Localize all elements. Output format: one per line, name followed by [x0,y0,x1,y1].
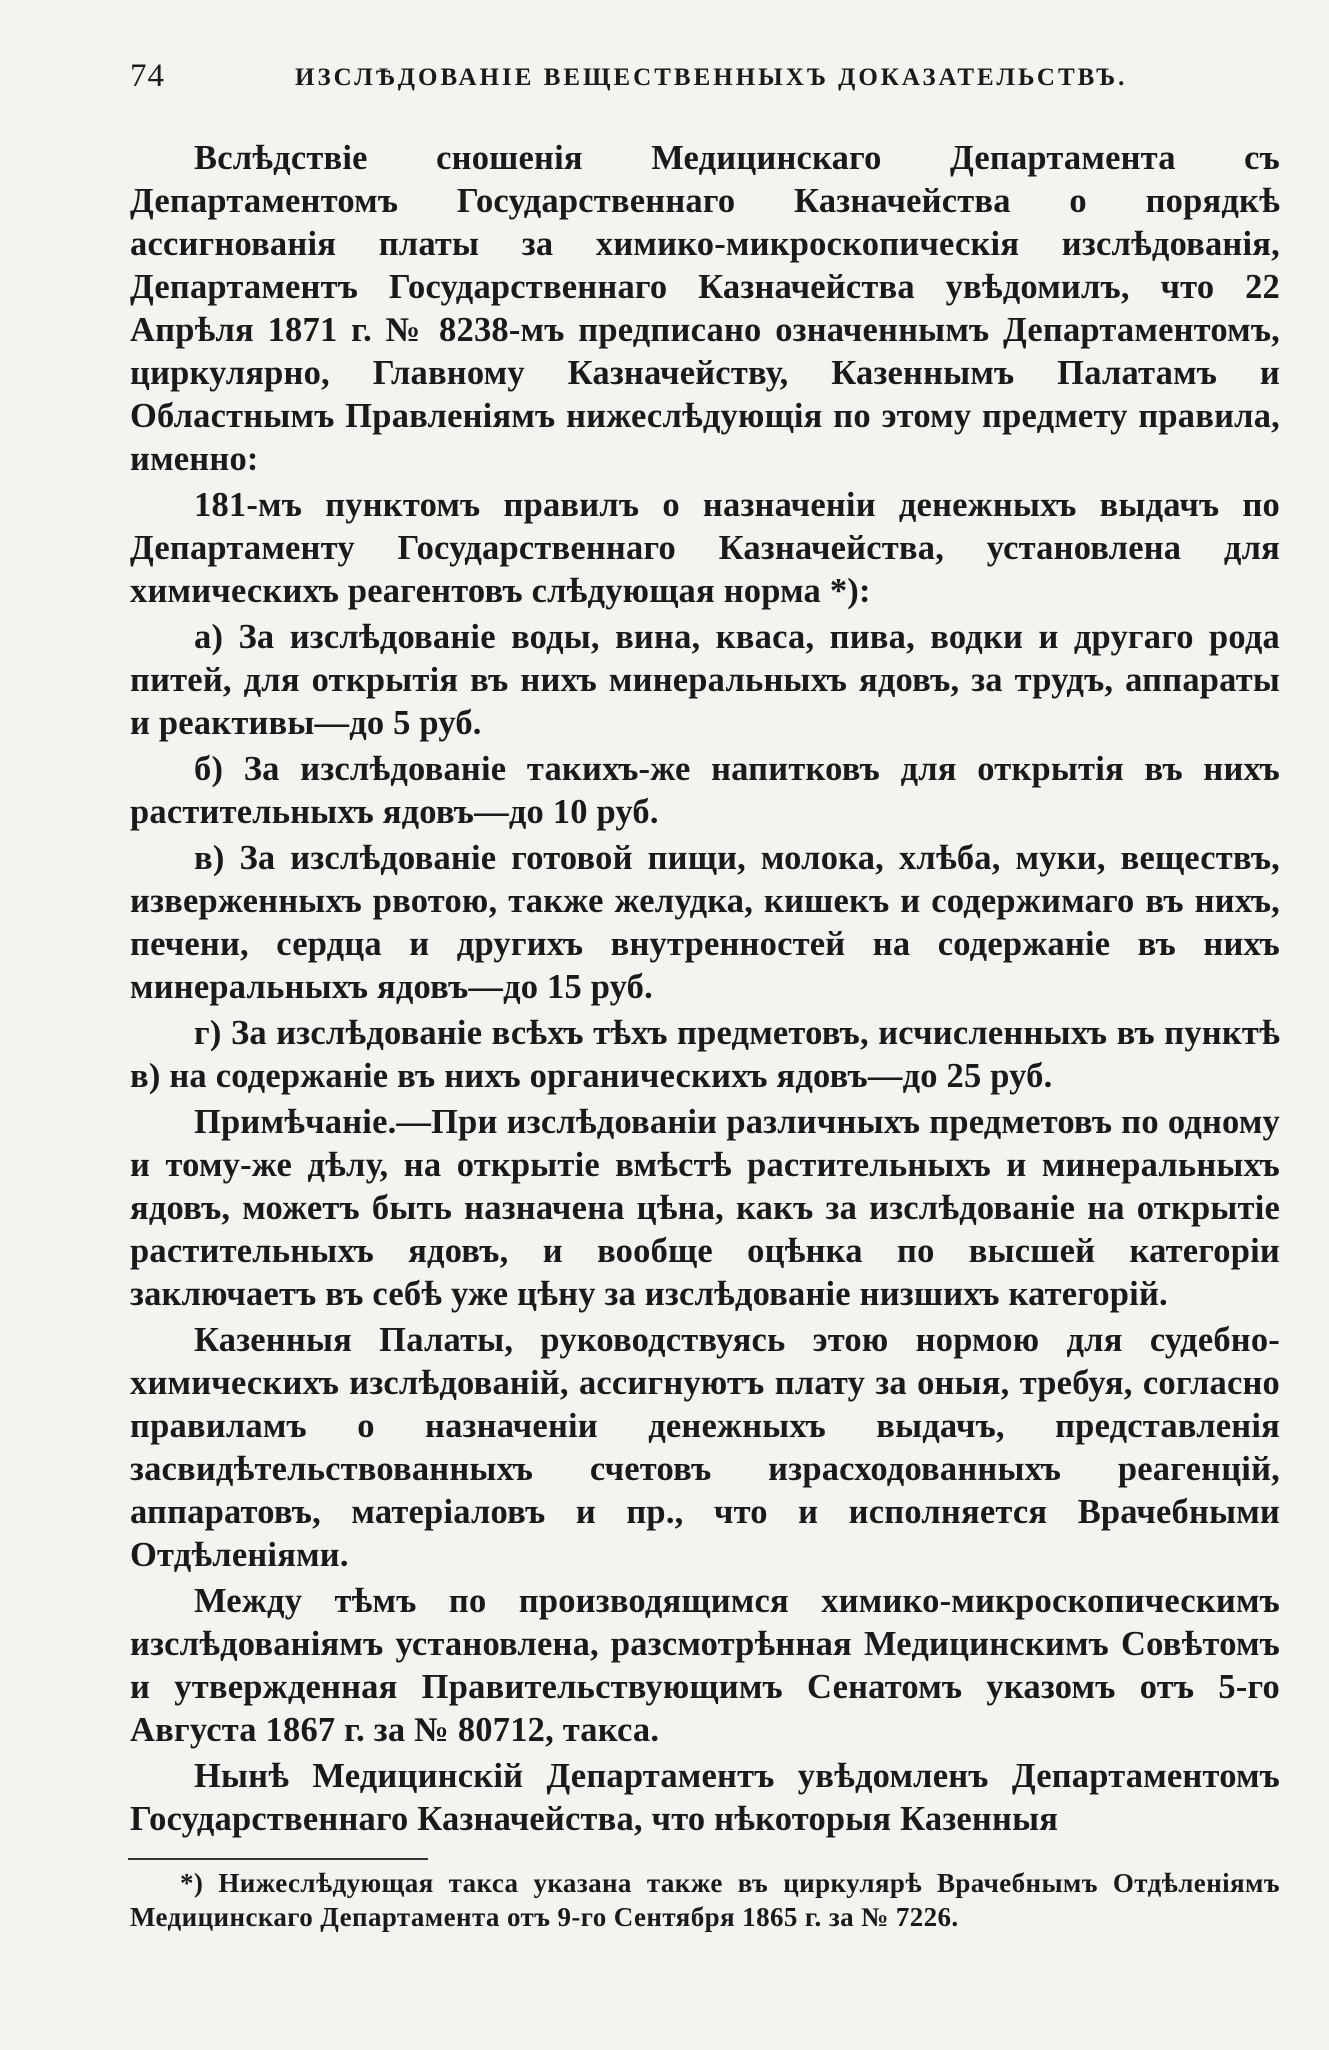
paragraph-item-v: в) За изслѣдованіе готовой пищи, молока, хлѣба, муки, веществъ, изверженныхъ рвотою, также желудка, кишекъ и содержимаго въ нихъ, печени, сердца и другихъ внутренностей на содержаніе въ нихъ минеральныхъ ядовъ—до 15 руб. [130,839,1280,1006]
paragraph-tariff: Между тѣмъ по производящимся химико-микроскопическимъ изслѣдованіямъ установлена, разсмотрѣнная Медицинскимъ Совѣтомъ и утвержденная Правительствующимъ Сенатомъ указомъ отъ 5-го Августа 1867 г. за № 80712, такса. [130,1582,1280,1749]
paragraph-item-b: б) За изслѣдованіе такихъ-же напитковъ для открытія въ нихъ растительныхъ ядовъ—до 10 руб. [130,750,1280,831]
footnote-text: *) Нижеслѣдующая такса указана также въ циркулярѣ Врачебнымъ Отдѣленіямъ Медицинскаго Департамента отъ 9-го Сентября 1865 г. за № 7226. [130,1868,1280,1932]
paragraph-intro: Вслѣдствіе сношенія Медицинскаго Департамента съ Департаментомъ Государственнаго Казначейства о порядкѣ ассигнованія платы за химико-микроскопическія изслѣдованія, Департаментъ Государственнаго Казначейства увѣдомилъ, что 22 Апрѣля 1871 г. № 8238-мъ предписано означеннымъ Департаментомъ, циркулярно, Главному Казначейству, Казеннымъ Палатамъ и Областнымъ Правленіямъ нижеслѣдующія по этому предмету правила, именно: [130,139,1280,478]
paragraph-item-g: г) За изслѣдованіе всѣхъ тѣхъ предметовъ, исчисленныхъ въ пунктѣ в) на содержаніе въ нихъ органическихъ ядовъ—до 25 руб. [130,1014,1280,1095]
paragraph-department: Нынѣ Медицинскій Департаментъ увѣдомленъ Департаментомъ Государственнаго Казначейства, что нѣкоторыя Казенныя [130,1757,1280,1838]
running-title: ИЗСЛѢДОВАНІЕ ВЕЩЕСТВЕННЫХЪ ДОКАЗАТЕЛЬСТВЪ. [295,64,1128,91]
paragraph-norm: 181-мъ пунктомъ правилъ о назначеніи денежныхъ выдачъ по Департаменту Государственнаго Казначейства, установлена для химическихъ реагентовъ слѣдующая норма *): [130,486,1280,610]
page-number: 74 [130,58,165,94]
page-header [130,58,1280,98]
paragraph-chambers: Казенныя Палаты, руководствуясь этою нормою для судебно-химическихъ изслѣдованій, ассигнуютъ плату за оныя, требуя, согласно правиламъ о назначеніи денежныхъ выдачъ, представленія засвидѣтельствованныхъ счетовъ израсходованныхъ реагенцій, аппаратовъ, матеріаловъ и пр., что и исполняется Врачебными Отдѣленіями. [130,1321,1280,1574]
paragraph-note: Примѣчаніе.—При изслѣдованіи различныхъ предметовъ по одному и тому-же дѣлу, на открытіе вмѣстѣ растительныхъ и минеральныхъ ядовъ, можетъ быть назначена цѣна, какъ за изслѣдованіе на открытіе растительныхъ ядовъ, и вообще оцѣнка по высшей категоріи заключаетъ въ себѣ уже цѣну за изслѣдованіе низшихъ категорій. [130,1103,1280,1313]
footnote [130,1866,1280,1934]
paragraph-item-a: а) За изслѣдованіе воды, вина, кваса, пива, водки и другаго рода питей, для открытія въ нихъ минеральныхъ ядовъ, за трудъ, аппараты и реактивы—до 5 руб. [130,618,1280,742]
footnote-divider [128,1858,428,1860]
body-text [130,137,1280,1844]
